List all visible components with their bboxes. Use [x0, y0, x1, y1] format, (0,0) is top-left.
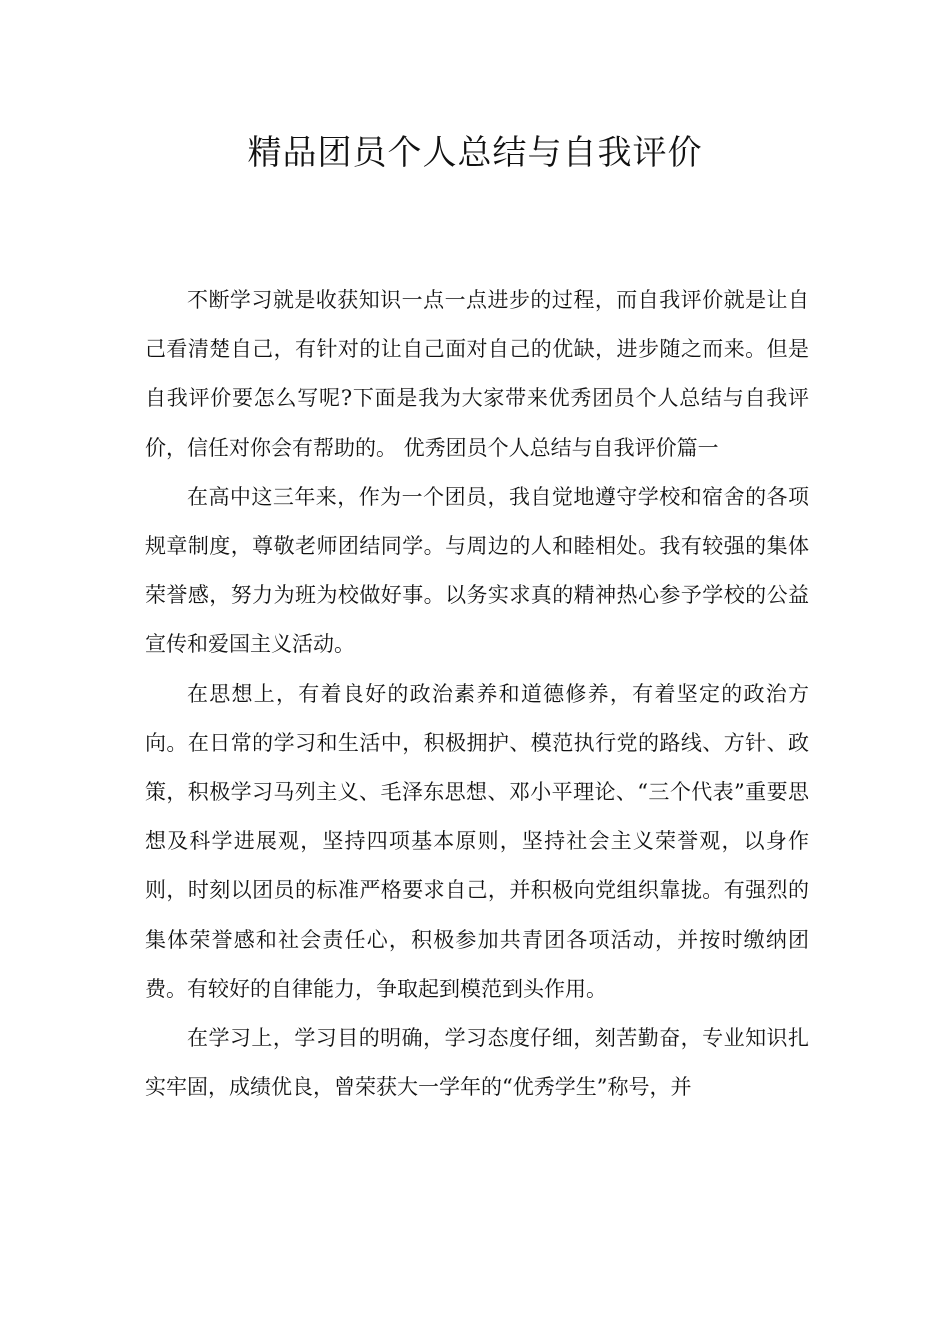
paragraph-high-school: 在高中这三年来，作为一个团员，我自觉地遵守学校和宿舍的各项规章制度，尊敬老师团结同学。与周边的人和睦相处。我有较强的集体荣誉感，努力为班为校做好事。以务实求真的精神热心参予学校的公益宣传和爱国主义活动。: [145, 484, 809, 657]
paragraph-intro: 不断学习就是收获知识一点一点进步的过程，而自我评价就是让自己看清楚自己，有针对的让自己面对自己的优缺，进步随之而来。但是自我评价要怎么写呢?下面是我为大家带来优秀团员个人总结与自我评价，信任对你会有帮助的。 优秀团员个人总结与自我评价篇一: [145, 288, 809, 460]
paragraph-study: 在学习上，学习目的明确，学习态度仔细，刻苦勤奋，专业知识扎实牢固，成绩优良，曾荣获大一学年的“优秀学生”称号，并: [145, 1026, 809, 1100]
paragraph-ideology: 在思想上，有着良好的政治素养和道德修养，有着坚定的政治方向。在日常的学习和生活中，积极拥护、模范执行党的路线、方针、政策，积极学习马列主义、毛泽东思想、邓小平理论、“三个代表”重要思想及科学进展观，坚持四项基本原则，坚持社会主义荣誉观，以身作则，时刻以团员的标准严格要求自己，并积极向党组织靠拢。有强烈的集体荣誉感和社会责任心，积极参加共青团各项活动，并按时缴纳团费。有较好的自律能力，争取起到模范到头作用。: [145, 681, 809, 1001]
document-title: 精品团员个人总结与自我评价: [247, 133, 703, 173]
document-body: [145, 276, 809, 1112]
